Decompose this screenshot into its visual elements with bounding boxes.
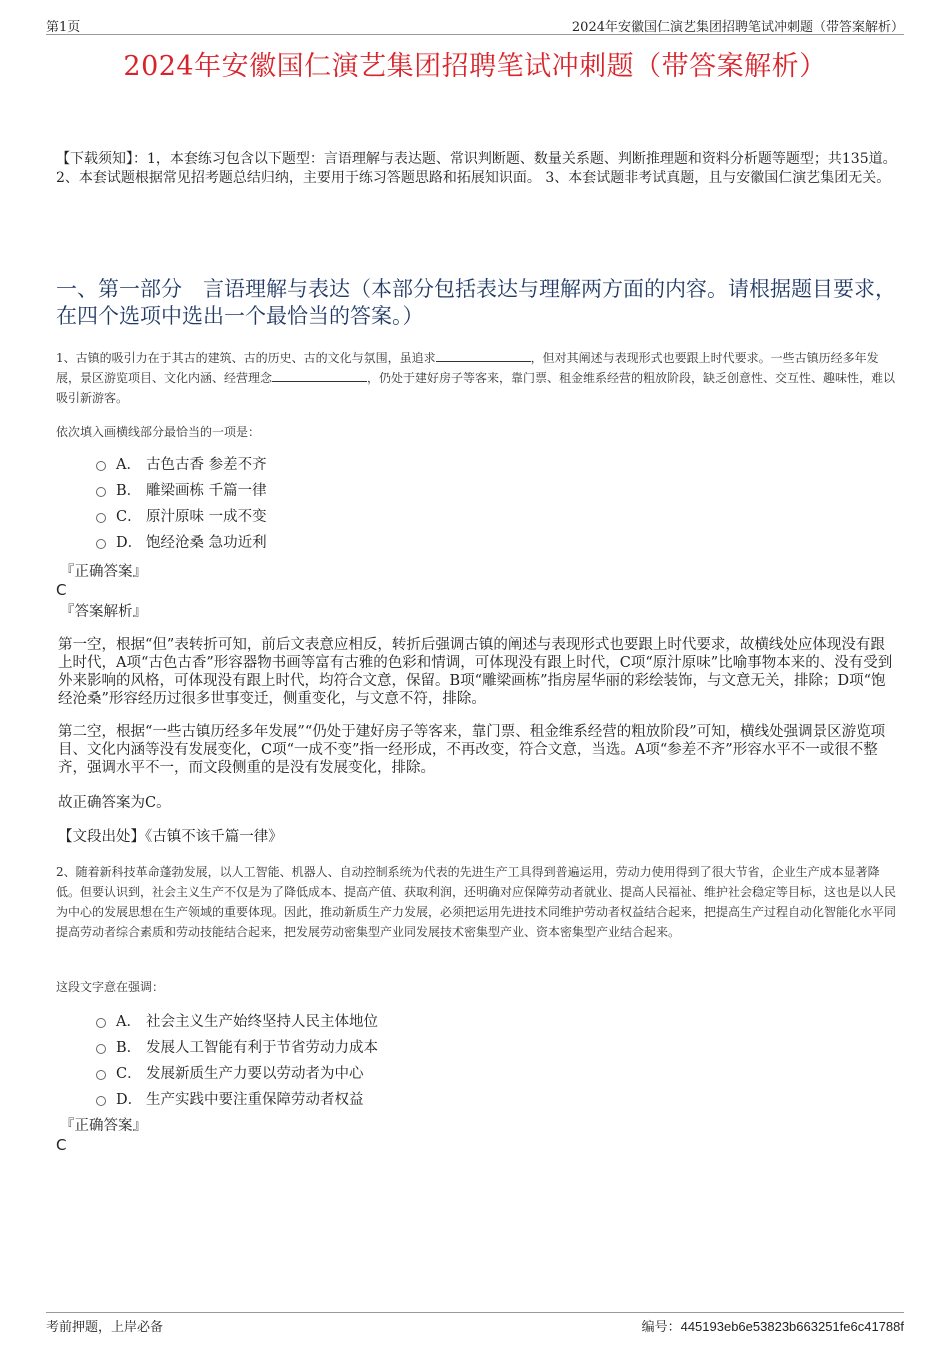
q2-option-d[interactable]: D． 生产实践中要注重保障劳动者权益 — [96, 1087, 378, 1113]
q1-option-b[interactable]: B． 雕梁画栋 千篇一律 — [96, 478, 267, 504]
footer-slogan: 考前押题，上岸必备 — [46, 1320, 164, 1335]
q1-options — [96, 452, 267, 556]
footer-code-label: 编号： — [641, 1320, 681, 1335]
q1-stem-part-a: 1、古镇的吸引力在于其古的建筑、古的历史、古的文化与氛围，虽追求 — [56, 351, 436, 365]
q2-options — [96, 1009, 378, 1113]
q1-stem-part-b: ，但对其阐述与表现形式也要跟上时代要求。一些古镇历经多年发展，景区游览项目、文化内涵、经营理念 — [56, 351, 879, 385]
q2-answer: C — [56, 1136, 67, 1154]
q2-option-b[interactable]: B． 发展人工智能有利于节省劳动力成本 — [96, 1035, 378, 1061]
radio-icon[interactable] — [96, 513, 106, 523]
q1-analysis-label: 『答案解析』 — [60, 604, 147, 620]
q2-prompt: 这段文字意在强调： — [56, 980, 165, 994]
q2-answer-label: 『正确答案』 — [60, 1118, 147, 1134]
q1-stem-part-c: ，仍处于建好房子等客来，靠门票、租金维系经营的粗放阶段，缺乏创意性、交互性、趣味性，难以吸引新游客。 — [56, 371, 896, 405]
radio-icon[interactable] — [96, 539, 106, 549]
page-header — [46, 14, 904, 35]
q1-prompt: 依次填入画横线部分最恰当的一项是： — [56, 425, 261, 439]
footer-code-value: 445193eb6e53823b663251fe6c41788f — [680, 1319, 904, 1334]
q1-analysis-conclusion: 故正确答案为C。 — [58, 795, 171, 811]
q1-analysis-paragraph-2: 第二空，根据“一些古镇历经多年发展”“仍处于建好房子等客来，靠门票、租金维系经营的粗放阶段”可知，横线处强调景区游览项目、文化内涵等没有发展变化，C项“一成不变”指一经形成，不再改变，符合文意，当选。A项“参差不齐”形容水平不一或很不整齐，强调水平不一，而文段侧重的是没有发展变化，排除。 — [58, 724, 886, 776]
header-doc-title: 2024年安徽国仁演艺集团招聘笔试冲刺题（带答案解析） — [571, 20, 904, 35]
section-heading: 一、第一部分 言语理解与表达（本部分包括表达与理解两方面的内容。请根据题目要求，在四个选项中选出一个最恰当的答案。） — [56, 277, 896, 328]
q1-source: 【文段出处】《古镇不该千篇一律》 — [58, 829, 283, 845]
q1-analysis-paragraph-1: 第一空，根据“但”表转折可知，前后文表意应相反，转折后强调古镇的阐述与表现形式也要跟上时代要求，故横线处应体现没有跟上时代，A项“古色古香”形容器物书画等富有古雅的色彩和情调，可体现没有跟上时代，C项“原汁原味”比喻事物本来的、没有受到外来影响的风格，可体现没有跟上时代，均符合文意，保留。B项“雕梁画栋”指房屋华丽的彩绘装饰，与文意无关，排除；D项“饱经沧桑”形容经历过很多世事变迁，侧重变化，与文意不符，排除。 — [58, 637, 893, 707]
page-footer — [46, 1312, 904, 1335]
radio-icon[interactable] — [96, 461, 106, 471]
radio-icon[interactable] — [96, 1070, 106, 1080]
q1-blank-2 — [272, 369, 367, 382]
question-2-stem: 2、随着新科技革命蓬勃发展，以人工智能、机器人、自动控制系统为代表的先进生产工具得到普遍运用，劳动力使用得到了很大节省，企业生产成本显著降低。但要认识到，社会主义生产不仅是为了降低成本、提高产值、获取利润，还明确对应保障劳动者就业、提高人民福祉、维护社会稳定等目标，这也是以人民为中心的发展思想在生产领域的重要体现。因此，推动新质生产力发展，必须把运用先进技术同维护劳动者权益结合起来，把提高生产过程自动化智能化水平同提高劳动者综合素质和劳动技能结合起来，把发展劳动密集型产业同发展技术密集型产业、资本密集型产业结合起来。 — [56, 865, 897, 939]
q1-option-c[interactable]: C． 原汁原味 一成不变 — [96, 504, 267, 530]
document-title: 2024年安徽国仁演艺集团招聘笔试冲刺题（带答案解析） — [123, 51, 827, 82]
radio-icon[interactable] — [96, 1044, 106, 1054]
download-notice: 【下载须知】：1，本套练习包含以下题型：言语理解与表达题、常识判断题、数量关系题、判断推理题和资料分析题等题型；共135道。 2、本套试题根据常见招考题总结归纳，主要用于练习答题思路和拓展知识面。 3、本套试题非考试真题，且与安徽国仁演艺集团无关。 — [56, 151, 897, 186]
q1-option-d[interactable]: D． 饱经沧桑 急功近利 — [96, 530, 267, 556]
q1-answer: C — [56, 581, 67, 599]
question-1-stem — [56, 348, 898, 408]
radio-icon[interactable] — [96, 1018, 106, 1028]
q1-blank-1 — [436, 349, 531, 362]
q2-option-a[interactable]: A． 社会主义生产始终坚持人民主体地位 — [96, 1009, 378, 1035]
q1-option-a[interactable]: A． 古色古香 参差不齐 — [96, 452, 267, 478]
footer-code — [642, 1316, 904, 1335]
q2-option-c[interactable]: C． 发展新质生产力要以劳动者为中心 — [96, 1061, 378, 1087]
q1-answer-label: 『正确答案』 — [60, 564, 147, 580]
radio-icon[interactable] — [96, 487, 106, 497]
radio-icon[interactable] — [96, 1096, 106, 1106]
page-number: 第1页 — [46, 20, 81, 35]
